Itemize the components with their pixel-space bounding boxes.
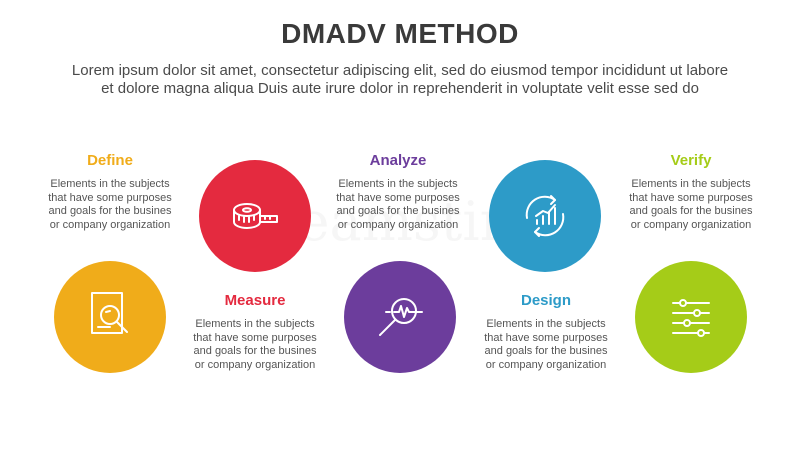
desc-line: or company organization <box>485 358 607 371</box>
desc-line: Elements in the subjects <box>50 178 170 190</box>
desc-line: Elements in the subjects <box>195 318 315 330</box>
circle-measure <box>199 160 311 272</box>
circle-design <box>489 160 601 272</box>
desc-line: and goals for the busines <box>629 205 753 217</box>
measuring-tape-icon <box>225 186 285 246</box>
desc-line: or company organization <box>49 218 171 231</box>
step-label-analyze: Analyze <box>369 152 427 169</box>
step-label-measure: Measure <box>224 292 286 309</box>
desc-line: that have some purposes <box>484 331 608 344</box>
circle-verify <box>635 261 747 373</box>
step-desc-define <box>40 178 180 232</box>
desc-line: Elements in the subjects <box>486 318 606 330</box>
desc-line: that have some purposes <box>336 191 460 204</box>
step-label-design: Design <box>520 292 571 309</box>
desc-line: or company organization <box>630 218 752 231</box>
subtitle-line-1: Lorem ipsum dolor sit amet, consectetur adipiscing elit, sed do eiusmod tempor incididunt ut labore <box>71 62 729 79</box>
desc-line: that have some purposes <box>193 331 317 344</box>
desc-line: and goals for the busines <box>193 345 317 357</box>
step-define <box>40 152 180 232</box>
circle-analyze <box>344 261 456 373</box>
step-desc-analyze <box>328 178 468 232</box>
step-desc-design <box>476 318 616 372</box>
step-analyze <box>328 152 468 232</box>
desc-line: Elements in the subjects <box>631 178 751 190</box>
desc-line: and goals for the busines <box>336 205 460 217</box>
subtitle-line-2: et dolore magna aliqua Duis aute irure dolor in reprehenderit in voluptate velit esse sed do <box>101 80 699 97</box>
step-label-define: Define <box>87 152 133 169</box>
desc-line: that have some purposes <box>629 191 753 204</box>
circle-define <box>54 261 166 373</box>
sliders-icon <box>661 287 721 347</box>
page-title: DMADV METHOD <box>281 18 519 49</box>
magnifier-chart-icon <box>370 287 430 347</box>
desc-line: and goals for the busines <box>484 345 608 357</box>
step-verify <box>621 152 761 232</box>
growth-cycle-icon <box>515 186 575 246</box>
desc-line: or company organization <box>194 358 316 371</box>
step-measure <box>185 292 325 372</box>
step-design <box>476 292 616 372</box>
desc-line: and goals for the busines <box>48 205 172 217</box>
page-subtitle <box>30 62 770 98</box>
step-desc-measure <box>185 318 325 372</box>
document-search-icon <box>80 287 140 347</box>
desc-line: Elements in the subjects <box>338 178 458 190</box>
step-label-verify: Verify <box>670 152 712 169</box>
desc-line: that have some purposes <box>48 191 172 204</box>
desc-line: or company organization <box>337 218 459 231</box>
step-desc-verify <box>621 178 761 232</box>
